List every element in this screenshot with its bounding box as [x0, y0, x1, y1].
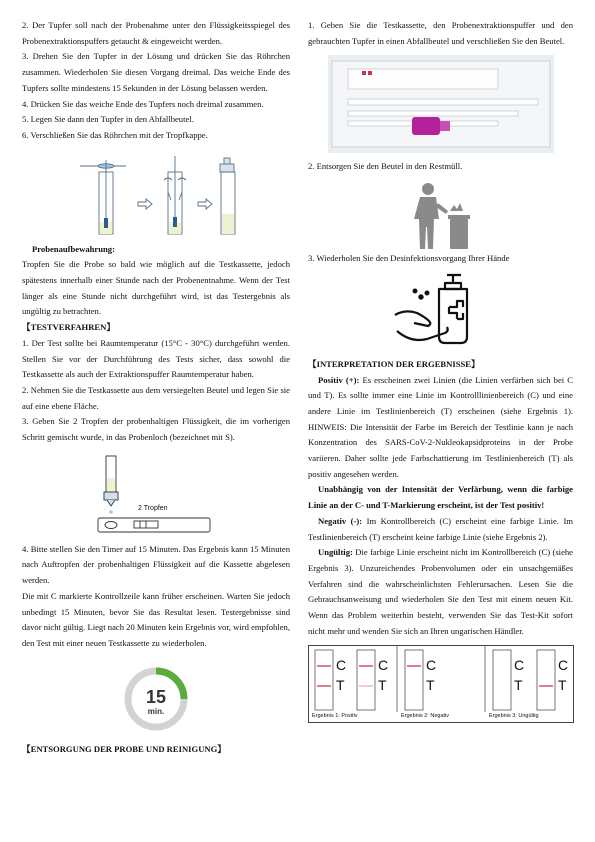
- step-5: 5. Legen Sie dann den Tupfer in den Abfallbeutel.: [22, 114, 194, 125]
- drops-label: 2 Tropfen: [138, 504, 168, 512]
- result-caption-2: Ergebnis 2: Negativ: [401, 713, 449, 720]
- timer-unit: min.: [147, 706, 165, 716]
- interpretation-heading: 【INTERPRETATION DER ERGEBNISSE】: [308, 358, 480, 369]
- c-label: C: [336, 657, 347, 674]
- disposal-step-1: 1. Geben Sie die Testkassette, den Probenextraktionspuffer und den gebrauchten Tupfer in einen Abfallbeutel und verschließen Sie den Beutel.: [308, 20, 573, 46]
- timer-note: Die mit C markierte Kontrollzeile kann früher erscheinen. Warten Sie jedoch unbedingt 15 Minuten, bevor Sie das Resultat lesen. Testergebnisse sind davor nicht gültig. Liegt nach 20 Minuten kein Ergebnis vor, wird empfohlen, den Test mit einer neuen Testkassette zu wiederholen.: [22, 590, 290, 648]
- c-label: C: [514, 657, 525, 674]
- c-label: C: [426, 657, 437, 674]
- t-label: T: [514, 677, 523, 694]
- positive-text: Es erscheinen zwei Linien (die Linien verfärben sich bei C und T). Es sollte immer eine Linie im Kontrolllinienbereich (C) und eine andere Linie im Testlinienbereich (T) erscheinen (siehe Ergebnis 1). HINWEIS: Die Intensität der Farbe im Bereich der Testlinie kann je nach Konzentration des SARS-CoV-2-Nukleokapsidproteins in der Probe variieren. Daher sollte jede Farbschattierung im Testlinienbereich (T) als positiv angesehen werden.: [308, 374, 573, 479]
- procedure-heading: 【TESTVERFAHREN】: [22, 322, 115, 333]
- t-label: T: [558, 677, 567, 694]
- results-illustration: [308, 645, 574, 723]
- c-label: C: [558, 657, 569, 674]
- negative-label: Negativ (-):: [318, 515, 363, 526]
- step-2: 2. Der Tupfer soll nach der Probenahme unter den Flüssigkeitsspiegel des Probenextraktionspuffers getaucht & eingeweicht werden.: [22, 20, 290, 46]
- storage-text: Tropfen Sie die Probe so bald wie möglich auf die Testkassette, jedoch spätestens innerhalb einer Stunde nach der Probenentnahme. Wenn der Test länger als eine Stunde nicht durchgeführt wird, ist das Testergebnis als ungültig zu betrachten.: [22, 259, 290, 317]
- result-caption-1: Ergebnis 1: Positiv: [312, 713, 358, 720]
- t-label: T: [426, 677, 435, 694]
- negative-paragraph: [308, 514, 573, 545]
- timer-number: 15: [145, 686, 167, 707]
- c-label: C: [378, 657, 389, 674]
- right-column: [308, 18, 573, 723]
- swab-tube-illustration: [56, 152, 256, 242]
- procedure-step-3: 3. Geben Sie 2 Tropfen der probenhaltigen Flüssigkeit, die im vorherigen Schritt gemischt wurde, in das Probenloch (bezeichnet mit S).: [22, 416, 290, 443]
- positive-paragraph: [308, 373, 573, 483]
- step-6: 6. Verschließen Sie das Röhrchen mit der Tropfkappe.: [22, 129, 208, 140]
- trash-disposal-icon: [406, 181, 476, 251]
- step-4: 4. Drücken Sie das weiche Ende des Tupfers noch dreimal zusammen.: [22, 98, 264, 109]
- timer-15-min-icon: [121, 666, 191, 732]
- step-3: 3. Drehen Sie den Tupfer in der Lösung und drücken Sie das Röhrchen zusammen. Wiederholen Sie diesen Vorgang dreimal. Das weiche Ende des Tupfers sollte mindestens 15 Sekunden in der Lösung belassen werden.: [22, 51, 290, 93]
- left-column: [22, 18, 290, 757]
- disposal-step-3: 3. Wiederholen Sie den Desinfektionsvorgang Ihrer Hände: [308, 253, 510, 264]
- disposal-step-2: 2. Entsorgen Sie den Beutel in den Restmüll.: [308, 161, 463, 172]
- procedure-step-1: 1. Der Test sollte bei Raumtemperatur (15°C - 30°C) durchgeführt werden. Stellen Sie vor der Durchführung des Tests sicher, dass sowohl die Testkassette als auch der Extraktionspuffer Raumtemperatur haben.: [22, 337, 290, 380]
- dropper-cassette-illustration: [76, 452, 236, 542]
- invalid-paragraph: [308, 545, 573, 639]
- invalid-label: Ungültig:: [318, 547, 353, 558]
- invalid-text: Die farbige Linie erscheint nicht im Kontrollbereich (C) (siehe Ergebnis 3). Unzureichendes Probenvolumen oder ein unsachgemäßes Verfahren sind die wahrscheinlichsten Fehlerursachen. Lesen Sie die Gebrauchsanweisung und wiederholen Sie den Test mit einem neuen Kit. Wenn das Problem weiterhin besteht, verwenden Sie das Test-Kit sofort nicht mehr und wenden Sie sich an Ihren ungarischen Händler.: [308, 547, 573, 636]
- sealed-bag-image: [328, 55, 554, 153]
- t-label: T: [336, 677, 345, 694]
- positive-label: Positiv (+):: [318, 374, 360, 385]
- t-label: T: [378, 677, 387, 694]
- bold-note: Unabhängig von der Intensität der Verfärbung, wenn die farbige Linie an der C- und T-Markierung erscheint, ist der Test positiv!: [308, 484, 573, 511]
- hand-sanitizer-icon: [391, 271, 491, 349]
- storage-heading: Probenaufbewahrung:: [32, 243, 115, 254]
- disposal-heading: 【ENTSORGUNG DER PROBE UND REINIGUNG】: [22, 743, 226, 754]
- timer-text: 4. Bitte stellen Sie den Timer auf 15 Minuten. Das Ergebnis kann 15 Minuten nach Auftropfen der probenhaltigen Flüssigkeit auf die Kassette abgelesen werden.: [22, 543, 290, 586]
- negative-text: Im Kontrollbereich (C) erscheint eine farbige Linie. Im Testlinienbereich (T) erscheint keine farbige Linie (siehe Ergebnis 2).: [308, 515, 573, 542]
- result-caption-3: Ergebnis 3: Ungültig: [489, 713, 539, 720]
- procedure-step-2: 2. Nehmen Sie die Testkassette aus dem versiegelten Beutel und legen Sie sie auf eine ebene Fläche.: [22, 384, 290, 411]
